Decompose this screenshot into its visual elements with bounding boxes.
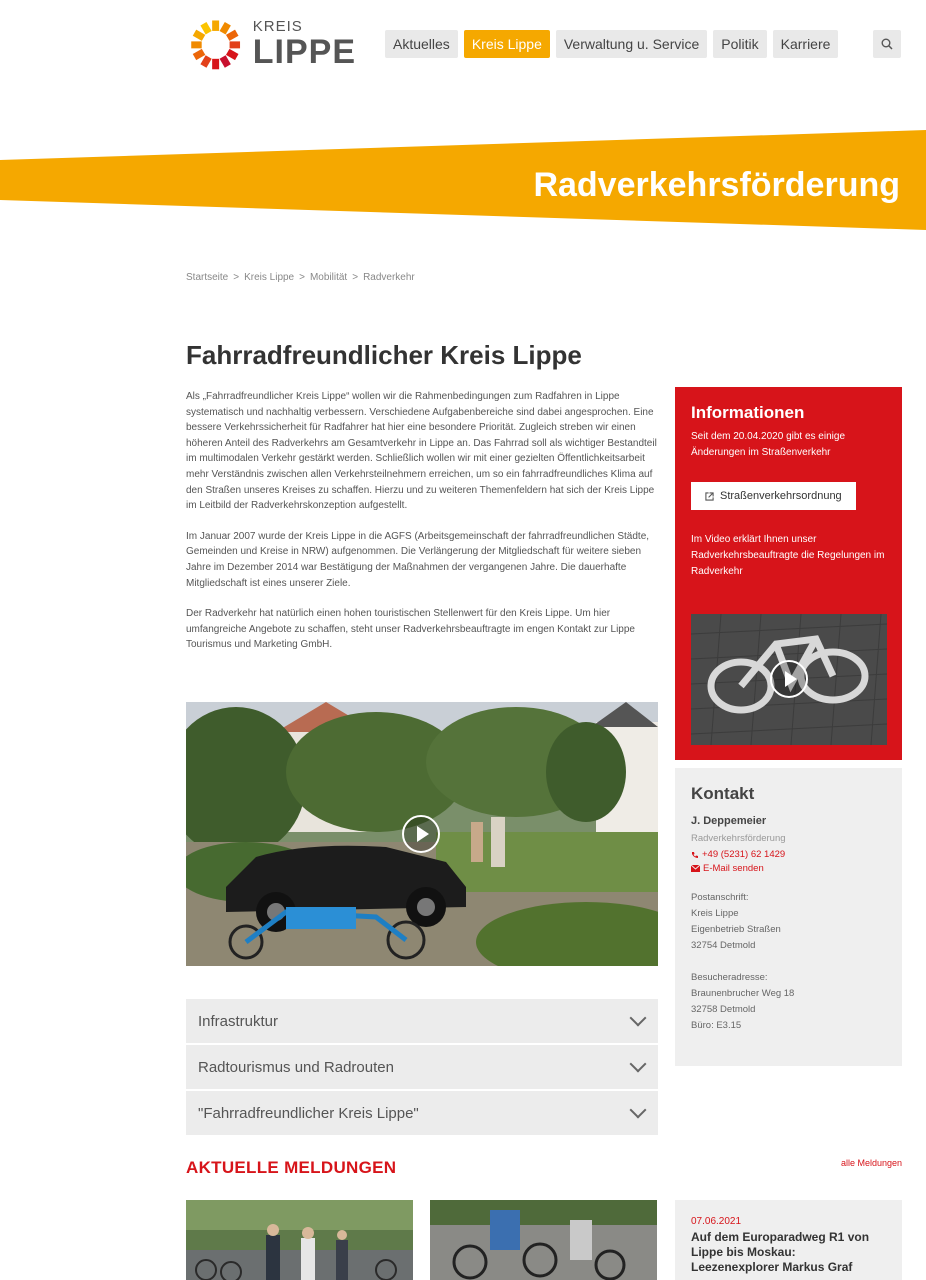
logo-kreis-text: KREIS bbox=[252, 18, 303, 35]
contact-box bbox=[675, 768, 902, 1066]
play-button[interactable] bbox=[770, 660, 808, 698]
nav-karriere[interactable]: Karriere bbox=[773, 30, 839, 58]
breadcrumb-kreis-lippe[interactable]: Kreis Lippe bbox=[244, 272, 295, 283]
breadcrumb-mobilitaet[interactable]: Mobilität bbox=[309, 272, 348, 283]
chevron-right-icon: > bbox=[352, 272, 359, 283]
all-news-link[interactable]: alle Meldungen bbox=[840, 1158, 902, 1168]
paragraph: Der Radverkehr hat natürlich einen hohen touristischen Stellenwert für den Kreis Lippe. Um hier umfangreiche Angebote zu schaffen, steht unser Radverkehrsbeauftragte im engen Kontakt zur Lippe Tourismus und Marketing GmbH. bbox=[186, 608, 635, 651]
accordion-label: Infrastruktur bbox=[198, 1012, 279, 1030]
search-icon bbox=[881, 38, 893, 50]
news-photo-group bbox=[186, 1200, 413, 1280]
external-link-icon bbox=[705, 492, 714, 501]
contact-name: J. Deppemeier bbox=[691, 815, 767, 827]
breadcrumb-startseite[interactable]: Startseite bbox=[186, 272, 229, 283]
accordion bbox=[186, 999, 658, 1137]
intro-text bbox=[186, 389, 658, 668]
chevron-right-icon: > bbox=[233, 272, 240, 283]
accordion-label: Radtourismus und Radrouten bbox=[198, 1058, 394, 1076]
contact-phone-link[interactable] bbox=[691, 849, 886, 860]
news-headline: Auf dem Europaradweg R1 von Lippe bis Moskau: Leezenexplorer Markus Graf bbox=[691, 1230, 870, 1274]
address-line: Braunenbrucher Weg 18 bbox=[691, 988, 795, 999]
nav-verwaltung-service[interactable]: Verwaltung u. Service bbox=[556, 30, 707, 58]
chevron-right-icon: > bbox=[299, 272, 305, 283]
strassenverkehrsordnung-button[interactable] bbox=[691, 482, 856, 510]
info-video-text: Im Video erklärt Ihnen unser Radverkehrsbeauftragte die Regelungen im Radverkehr bbox=[691, 534, 885, 577]
address-line: 32758 Detmold bbox=[691, 1004, 756, 1015]
accordion-item-fahrradfreundlich[interactable] bbox=[186, 1091, 658, 1135]
accordion-item-radtourismus[interactable] bbox=[186, 1045, 658, 1089]
postal-label: Postanschrift: bbox=[691, 892, 749, 903]
news-image[interactable] bbox=[430, 1200, 657, 1280]
address-line: 32754 Detmold bbox=[691, 940, 756, 951]
contact-phone: +49 (5231) 62 1429 bbox=[702, 849, 786, 860]
contact-role: Radverkehrsförderung bbox=[691, 833, 786, 844]
accordion-item-infrastruktur[interactable] bbox=[186, 999, 658, 1043]
news-card[interactable] bbox=[675, 1200, 902, 1280]
address-line: Büro: E3.15 bbox=[691, 1020, 742, 1031]
contact-title: Kontakt bbox=[691, 784, 755, 803]
info-text: Seit dem 20.04.2020 gibt es einige Änderungen im Straßenverkehr bbox=[691, 431, 845, 458]
mail-icon bbox=[691, 865, 700, 872]
button-label: Straßenverkehrsordnung bbox=[720, 490, 842, 502]
news-section-title: AKTUELLE MELDUNGEN bbox=[186, 1158, 397, 1177]
contact-email: E-Mail senden bbox=[703, 863, 764, 874]
chevron-down-icon bbox=[630, 1010, 647, 1027]
breadcrumb-radverkehr: Radverkehr bbox=[363, 272, 415, 283]
main-video[interactable] bbox=[186, 702, 658, 966]
play-icon bbox=[417, 826, 429, 842]
nav-aktuelles[interactable]: Aktuelles bbox=[385, 30, 458, 58]
news-image[interactable] bbox=[186, 1200, 413, 1280]
contact-email-link[interactable] bbox=[691, 863, 886, 874]
postal-address bbox=[691, 890, 886, 954]
news-photo-cyclists bbox=[430, 1200, 657, 1280]
accordion-label: "Fahrradfreundlicher Kreis Lippe" bbox=[198, 1104, 419, 1122]
site-logo[interactable] bbox=[186, 14, 356, 74]
page-banner bbox=[0, 128, 926, 232]
nav-kreis-lippe[interactable]: Kreis Lippe bbox=[464, 30, 550, 58]
visitor-label: Besucheradresse: bbox=[691, 972, 768, 983]
banner-title: Radverkehrsförderung bbox=[533, 166, 900, 204]
info-box bbox=[675, 387, 902, 760]
paragraph: Im Januar 2007 wurde der Kreis Lippe in die AGFS (Arbeitsgemeinschaft der fahrradfreundlichen Städte, Gemeinden und Kreise in NRW) aufgenommen. Die Verlängerung der Mitgliedschaft für weitere sieben Jahre im Dezember 2014 war Bestätigung der Maßnahmen der vergangenen Jahre. Die dauerhafte Mitgliedschaft ist eines unserer Ziele. bbox=[186, 530, 650, 589]
search-button[interactable] bbox=[873, 30, 901, 58]
info-video[interactable] bbox=[691, 614, 887, 745]
visitor-address bbox=[691, 970, 886, 1034]
logo-lippe-text: LIPPE bbox=[252, 33, 356, 71]
nav-politik[interactable]: Politik bbox=[713, 30, 766, 58]
play-button[interactable] bbox=[402, 815, 440, 853]
address-line: Eigenbetrieb Straßen bbox=[691, 924, 781, 935]
play-icon bbox=[785, 671, 797, 687]
news-date: 07.06.2021 bbox=[691, 1216, 742, 1227]
paragraph: Als „Fahrradfreundlicher Kreis Lippe“ wollen wir die Rahmenbedingungen zum Radfahren in Lippe systematisch und nachhaltig verbessern. Verschiedene Aufgabenbereiche sind dabei angesprochen. Eine bessere Verkehrssicherheit für Radfahrer hat hier eine besondere Priorität. Zugleich streben wir einen höheren Anteil des Radverkehrs am Gesamtverkehr in Lippe an. Das Fahrrad soll als wichtiger Bestandteil im multimodalen Verkehr gestärkt werden. Schließlich wollen wir mit einer gezielten Öffentlichkeitsarbeit mehr Verständnis zwischen allen Verkehrsteilnehmern erreichen, um so ein fahrradfreundliches Klima auf den Straßen unseres Kreises zu schaffen. Hierzu und zu weiteren Themenfeldern hat sich der Kreis Lippe im Leitbild der Radverkehrskonzeption aufgestellt. bbox=[186, 391, 657, 512]
sun-logo-icon bbox=[186, 14, 249, 74]
info-title: Informationen bbox=[691, 403, 805, 422]
chevron-down-icon bbox=[630, 1056, 647, 1073]
main-navigation bbox=[385, 30, 838, 58]
chevron-down-icon bbox=[630, 1102, 647, 1119]
phone-icon bbox=[691, 851, 699, 859]
page-title: Fahrradfreundlicher Kreis Lippe bbox=[186, 340, 582, 370]
breadcrumb bbox=[186, 272, 415, 283]
address-line: Kreis Lippe bbox=[691, 908, 739, 919]
